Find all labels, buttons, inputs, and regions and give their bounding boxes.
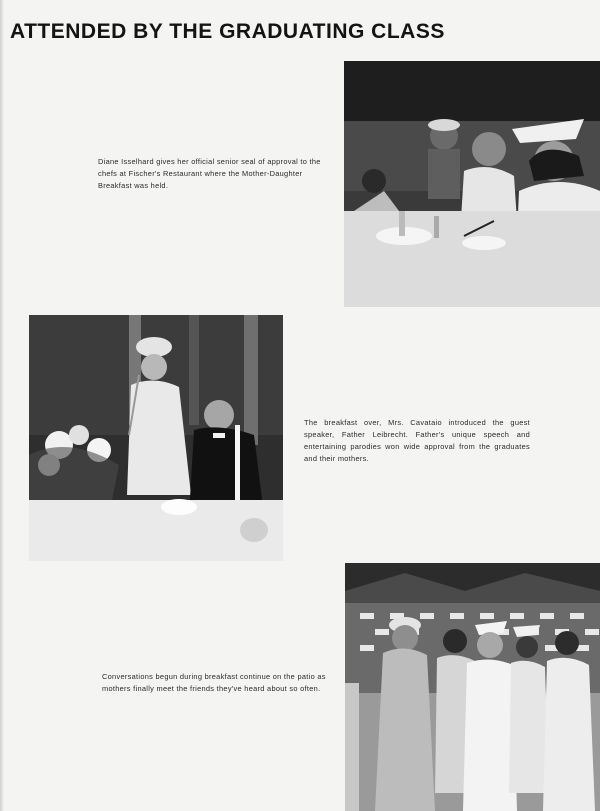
page-edge (0, 0, 4, 811)
patio-group-photo (345, 563, 600, 811)
breakfast-table-photo (344, 61, 600, 307)
caption-patio: Conversations begun during breakfast continue on the patio as mothers finally meet the friends they've heard about so often. (102, 672, 326, 693)
speaker-podium-photo (29, 315, 283, 561)
caption-guest-speaker: The breakfast over, Mrs. Cavataio introduced the guest speaker, Father Leibrecht. Father's unique speech and entertaining parodies won wide approval from the graduates and their mothers. (304, 418, 530, 463)
page-headline: ATTENDED BY THE GRADUATING CLASS (10, 20, 445, 43)
caption-breakfast-chefs: Diane Isselhard gives her official senior seal of approval to the chefs at Fischer's Restaurant where the Mother-Daughter Breakfast was held. (98, 157, 321, 190)
